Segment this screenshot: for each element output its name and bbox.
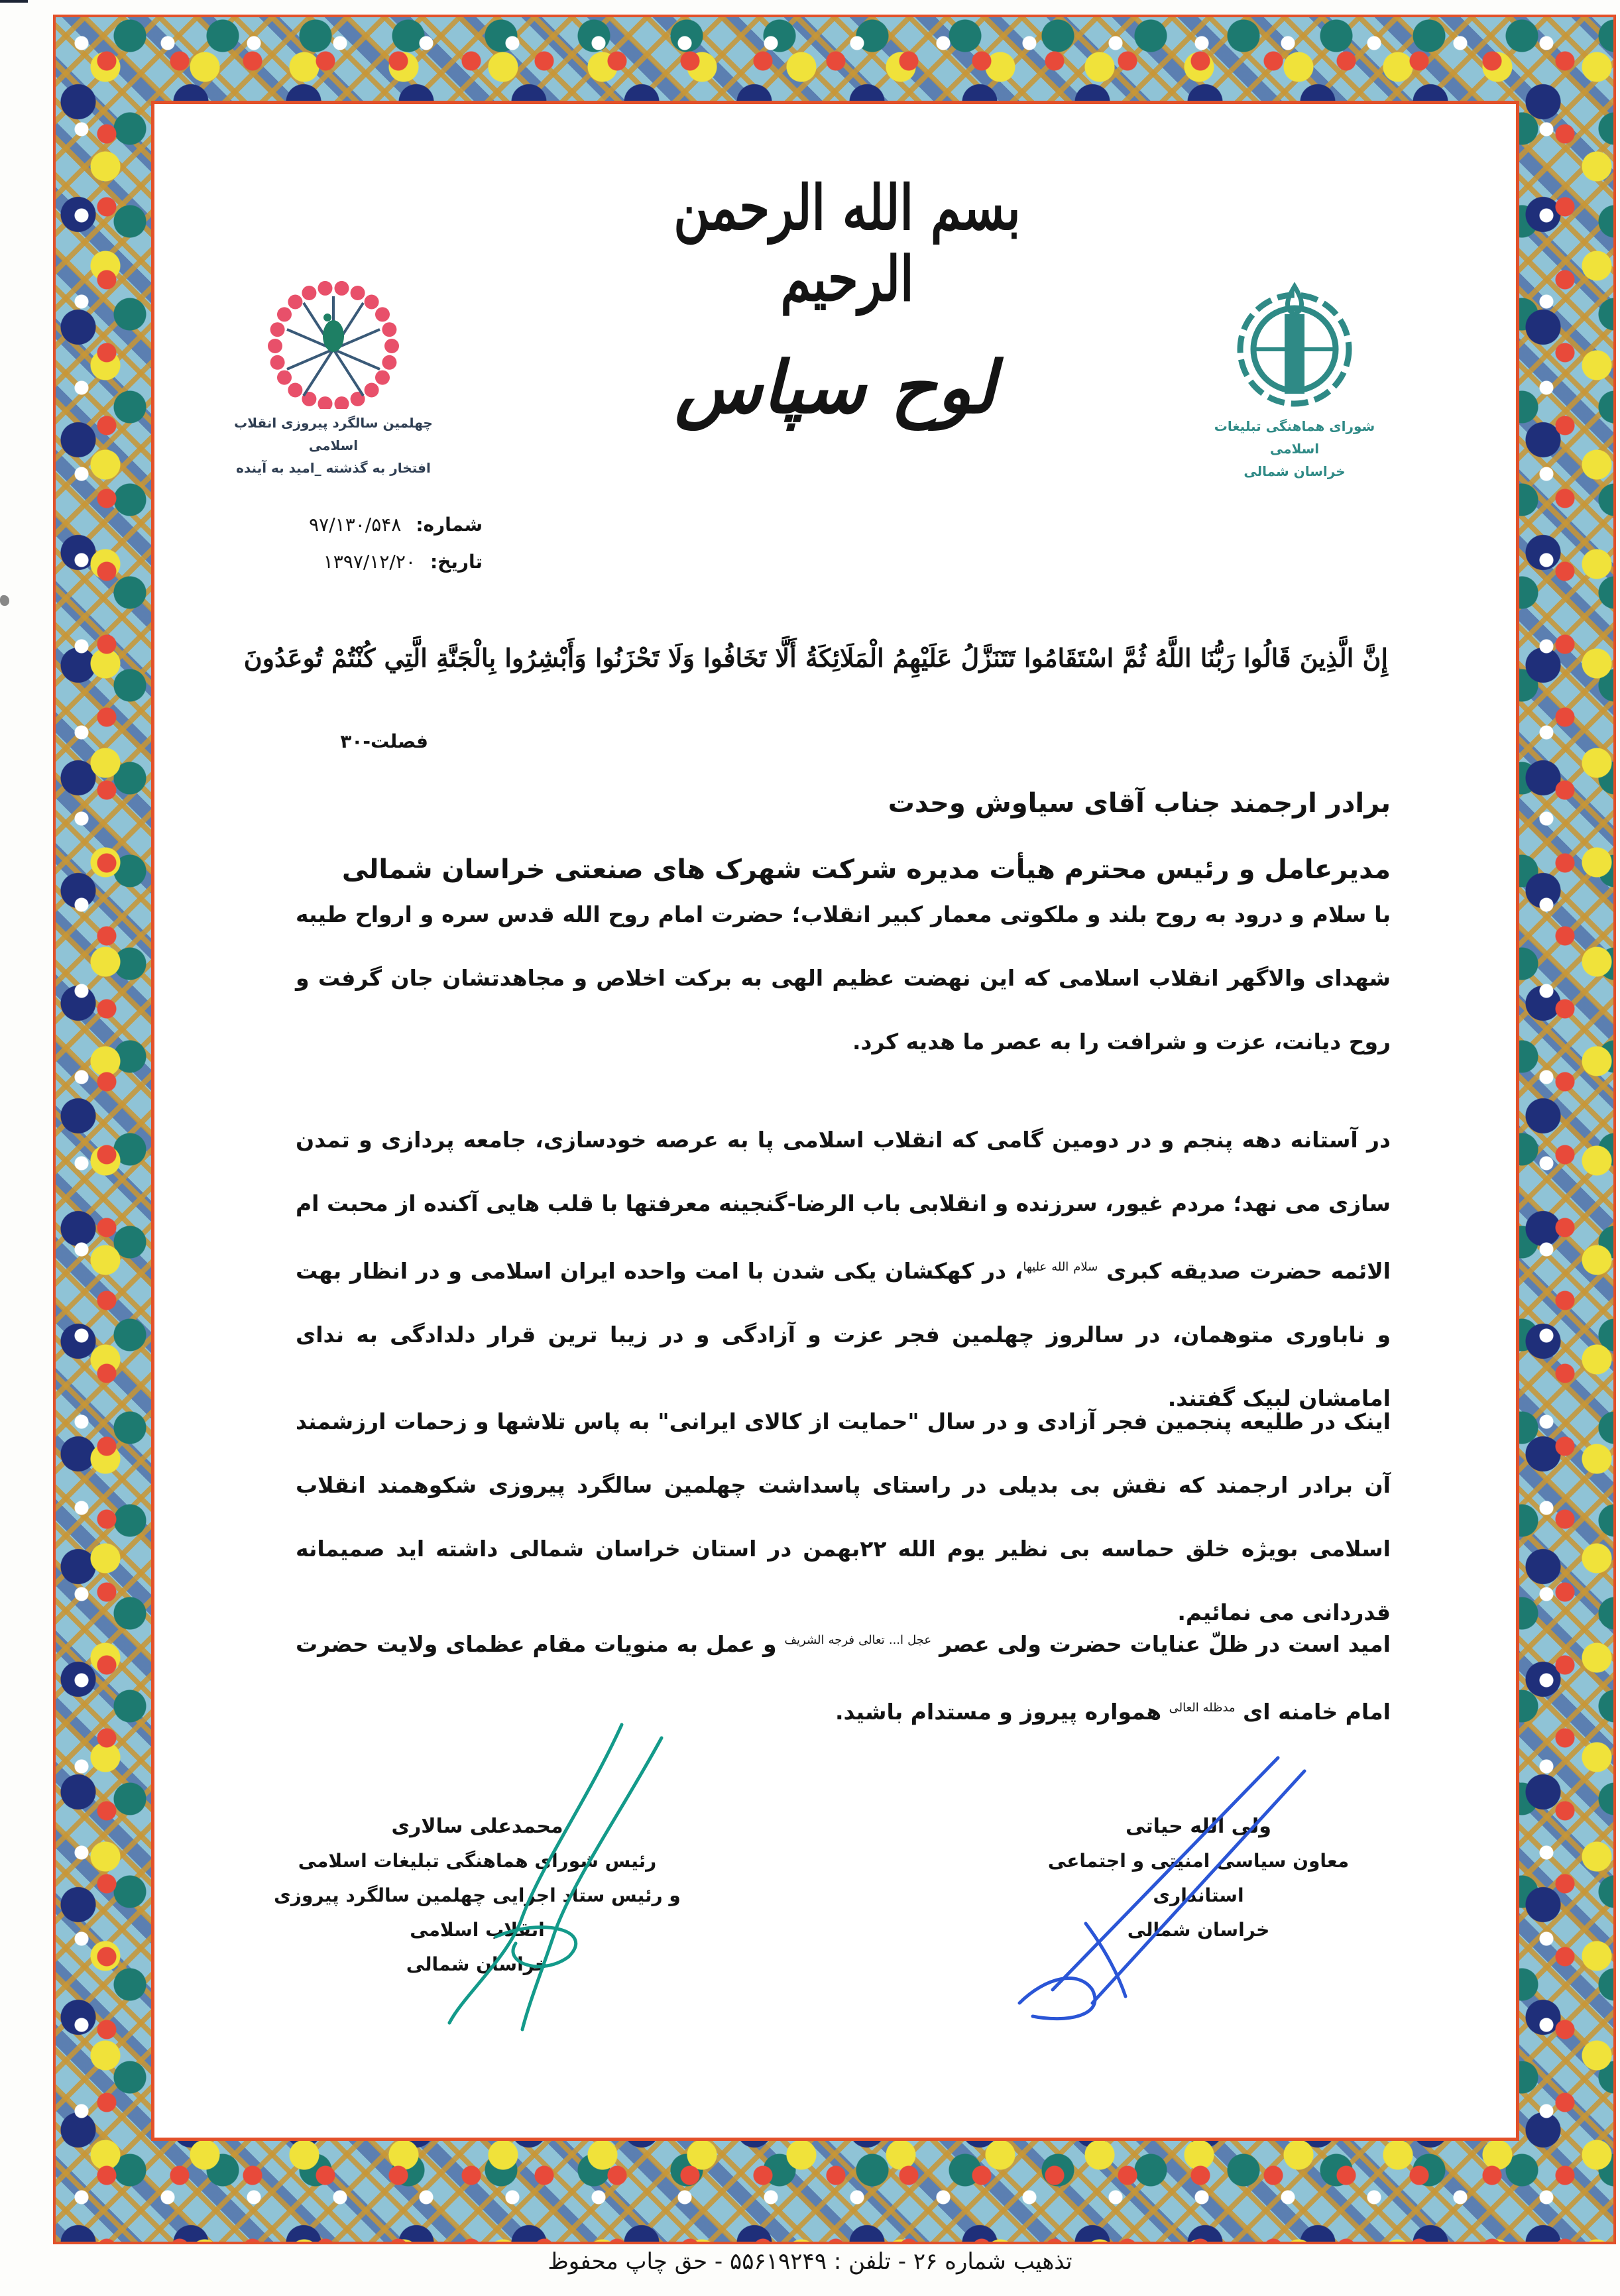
tulip-petal-icon (277, 307, 292, 321)
verse-reference: فصلت-۳۰ (340, 730, 428, 752)
honorific-superscript: سلام الله علیها (1023, 1260, 1098, 1274)
tulip-petal-icon (288, 295, 302, 310)
signatory-right (1013, 1809, 1384, 1947)
council-logo-caption-2: خراسان شمالی (1244, 463, 1346, 479)
tulip-petal-icon (375, 371, 390, 385)
tulip-petal-icon (270, 355, 285, 370)
certificate-content (151, 101, 1519, 2141)
letter-date-row (257, 544, 483, 581)
scan-edge-mark (0, 0, 28, 3)
tulip-petal-icon (382, 355, 396, 370)
paragraph-4-text-a: امید است در ظلّ عنایات حضرت ولی عصر (939, 1631, 1391, 1657)
paragraph-3-text-a: اینک در طلیعه پنجمین فجر آزادی و در سال (927, 1408, 1391, 1434)
council-emblem-icon (1228, 280, 1361, 412)
anniversary-logo (234, 276, 433, 479)
anniversary-logo-caption-2: افتخار به گذشته _امید به آینده (236, 460, 431, 476)
printer-footer: تذهیب شماره ۲۶ - تلفن : ۵۵۶۱۹۲۴۹ - حق چاپ محفوظ (548, 2248, 1072, 2275)
body-paragraph-1: با سلام و درود به روح بلند و ملکوتی معمار کبیر انقلاب؛ حضرت امام روح الله قدس سره و ارواح طیبه شهدای والاگهر انقلاب اسلامی که این نهضت عظیم الهی به برکت اخلاص و مجاهدتشان جان گرفت و روح دیانت، عزت و شرافت را به عصر ما هدیه کرد. (296, 901, 1391, 1055)
signatory-right-title-1: معاون سیاسی امنیتی و اجتماعی استانداری (1047, 1850, 1350, 1906)
tulip-petal-icon (351, 286, 365, 300)
signatory-left-name: محمدعلی سالاری (391, 1815, 563, 1838)
signatory-right-name: ولی الله حیاتی (1126, 1815, 1271, 1838)
tulip-petal-icon (382, 322, 396, 337)
quran-verse: إِنَّ الَّذِينَ قَالُوا رَبُّنَا اللَّهُ ثُمَّ اسْتَقَامُوا تَتَنَزَّلُ عَلَيْهِمُ الْمَلَائِكَةُ أَلَّا تَخَافُوا وَلَا تَحْزَنُوا وَأَبْشِرُوا بِالْجَنَّةِ الَّتِي كُنْتُمْ تُوعَدُونَ (243, 643, 1388, 673)
tulip-petal-icon (277, 371, 292, 385)
recipient-name: برادر ارجمند جناب آقای سیاوش وحدت (888, 788, 1391, 819)
tulip-petal-icon (365, 383, 379, 398)
tulip-petal-icon (302, 286, 316, 300)
tulip-petal-icon (335, 281, 349, 296)
paragraph-2-text-a: در آستانه دهه پنجم و در دومین گامی که انقلاب اسلامی پا به عرصه خودسازی، جامعه پردازی و تمدن سازی می نهد؛ مردم غیور، سرزنده و انقلابی باب الرضا-گنجینه معرفتها با قلب هایی آکنده از محبت ام الائمه حضرت صدیقه کبری (296, 1127, 1391, 1284)
council-logo-caption-1: شورای هماهنگی تبلیغات اسلامی (1214, 418, 1375, 457)
letter-date-value: ۱۳۹۷/۱۲/۲۰ (323, 551, 416, 573)
council-logo (1195, 280, 1394, 483)
certificate-title: لوح سپاس (675, 346, 996, 430)
tulip-petal-icon (318, 396, 333, 409)
letter-number-label: شماره: (416, 514, 483, 536)
body-paragraph-3 (296, 1390, 1391, 1644)
signatory-left (272, 1809, 683, 1982)
tulip-petal-icon (365, 295, 379, 310)
tulip-petal-icon (318, 281, 333, 296)
tulip-petal-icon (270, 322, 285, 337)
letter-number-value: ۹۷/۱۳۰/۵۴۸ (309, 514, 402, 536)
paragraph-2-text-b: ، در کهکشان یکی شدن با امت واحده ایران اسلامی و در انظار بهت و ناباوری متوهمان، در سالروز چهلمین فجر عزت و آزادگی و در زیبا ترین قرار دلدادگی به ندای امامشان لبیک گفتند. (296, 1258, 1391, 1411)
letter-date-label: تاریخ: (430, 551, 483, 573)
recipient-position: مدیرعامل و رئیس محترم هیأت مدیره شرکت شهرک های صنعتی خراسان شمالی (341, 854, 1391, 885)
anniversary-emblem-icon (264, 276, 403, 409)
signatory-right-title-2: خراسان شمالی (1127, 1919, 1270, 1941)
anniversary-logo-caption-1: چهلمین سالگرد پیروزی انقلاب اسلامی (234, 415, 433, 453)
tulip-petal-icon (268, 339, 282, 353)
body-paragraph-4 (296, 1609, 1391, 1744)
tulip-petal-icon (288, 383, 302, 398)
signatory-left-title-2: و رئیس ستاد اجرایی چهلمین سالگرد پیروزی انقلاب اسلامی (274, 1884, 681, 1941)
honorific-superscript-1: عجل ا... تعالی فرجه الشریف (784, 1633, 932, 1647)
paragraph-4-text-c: همواره پیروز و مستدام باشید. (835, 1699, 1162, 1725)
letter-meta (257, 506, 483, 581)
letter-number-row (257, 506, 483, 544)
paragraph-4-text-b: و عمل به منویات مقام عظمای ولایت حضرت امام خامنه ای (296, 1631, 1391, 1725)
year-slogan: "حمایت از کالای ایرانی" (658, 1408, 919, 1434)
signatory-left-title-1: رئیس شورای هماهنگی تبلیغات اسلامی (298, 1850, 657, 1872)
bismillah-calligraphy: بسم الله الرحمن الرحیم (673, 172, 1021, 316)
tulip-petal-icon (335, 396, 349, 409)
tulip-petal-icon (375, 307, 390, 321)
body-paragraph-2 (296, 1108, 1391, 1430)
signatory-left-title-3: خراسان شمالی (406, 1953, 549, 1975)
scan-speck (0, 595, 9, 606)
tulip-petal-icon (384, 339, 399, 353)
honorific-superscript-2: مدظله العالی (1169, 1701, 1236, 1715)
paragraph-3-text-b: به پاس تلاشها و زحمات ارزشمند آن برادر ارجمند که نقش بی بدیلی در راستای پاسداشت چهلمین سالگرد پیروزی شکوهمند انقلاب اسلامی بویژه خلق حماسه بی نظیر یوم الله ۲۲بهمن در استان خراسان شمالی داشته اید صمیمانه قدردانی می نمائیم. (296, 1408, 1391, 1625)
